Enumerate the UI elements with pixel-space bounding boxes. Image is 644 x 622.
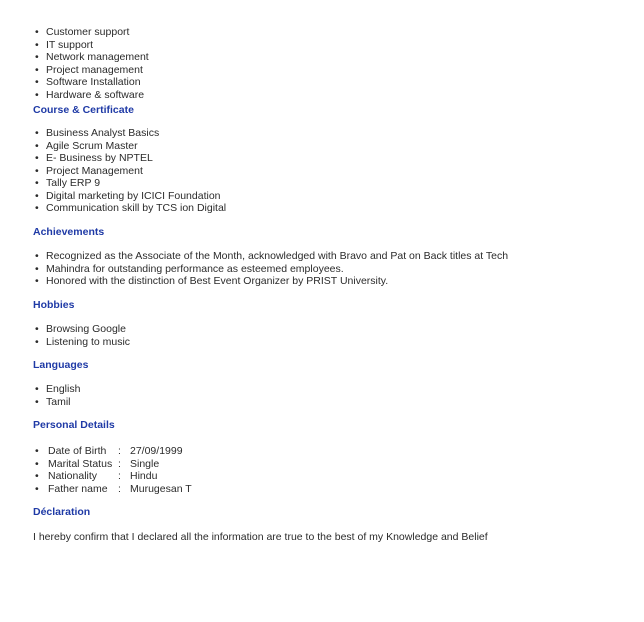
list-item: • Digital marketing by ICICI Foundation <box>35 189 221 202</box>
colon-separator: : <box>118 482 121 495</box>
bullet-icon: • <box>35 482 39 495</box>
personal-heading: Personal Details <box>33 419 115 431</box>
bullet-icon: • <box>35 202 39 214</box>
bullet-icon: • <box>35 139 39 152</box>
bullet-icon: • <box>35 51 39 63</box>
colon-separator: : <box>118 470 121 482</box>
bullet-icon: • <box>35 76 39 88</box>
nationality-label: Nationality <box>48 470 98 482</box>
list-item: • Network management <box>35 51 149 63</box>
personal-section <box>33 419 623 432</box>
list-item: • Recognized as the Associate of the Month, acknowledged with Bravo and Pat on Back titles at Tech <box>35 250 509 262</box>
hobbies-list <box>33 323 623 348</box>
list-item: • Business Analyst Basics <box>35 127 160 139</box>
personal-row-father <box>33 483 623 496</box>
skills-section <box>33 26 623 101</box>
list-item: • Honored with the distinction of Best Event Organizer by PRIST University. <box>35 275 389 287</box>
list-item: • English <box>35 383 81 395</box>
bullet-icon: • <box>35 88 39 101</box>
list-item: • E- Business by NPTEL <box>35 152 153 164</box>
bullet-icon: • <box>35 127 39 139</box>
list-item: • Project Management <box>35 164 143 177</box>
bullet-icon: • <box>35 470 39 482</box>
declaration-text: I hereby confirm that I declared all the information are true to the best of my Knowledge and Belief <box>33 531 488 543</box>
declaration-section <box>33 506 623 519</box>
courses-section <box>33 104 623 117</box>
father-value: Murugesan T <box>130 482 192 495</box>
list-item: • Software Installation <box>35 76 141 88</box>
bullet-icon: • <box>35 38 39 51</box>
list-item: • Customer support <box>35 26 130 38</box>
languages-list-wrap <box>33 383 623 408</box>
bullet-icon: • <box>35 262 39 275</box>
courses-list-wrap <box>33 127 623 215</box>
father-label: Father name <box>48 482 108 495</box>
list-item: • Listening to music <box>35 335 131 348</box>
declaration-body <box>33 531 623 544</box>
achievements-list-wrap <box>33 250 623 288</box>
personal-row-dob <box>33 445 623 458</box>
bullet-icon: • <box>35 457 39 470</box>
bullet-icon: • <box>35 323 39 335</box>
hobbies-section <box>33 299 623 312</box>
colon-separator: : <box>118 445 121 457</box>
list-item: • Communication skill by TCS ion Digital <box>35 202 227 214</box>
bullet-icon: • <box>35 177 39 189</box>
list-item: • Agile Scrum Master <box>35 139 138 152</box>
languages-list <box>33 383 623 408</box>
dob-label: Date of Birth <box>48 445 107 457</box>
list-item: • Browsing Google <box>35 323 126 335</box>
bullet-icon: • <box>35 445 39 457</box>
list-item: • Project management <box>35 63 143 76</box>
list-item: • Tamil <box>35 395 71 408</box>
bullet-icon: • <box>35 395 39 408</box>
skills-list <box>33 26 623 101</box>
personal-row-nationality <box>33 470 623 483</box>
bullet-icon: • <box>35 383 39 395</box>
bullet-icon: • <box>35 152 39 164</box>
languages-heading: Languages <box>33 359 89 371</box>
marital-label: Marital Status <box>48 457 113 470</box>
bullet-icon: • <box>35 63 39 76</box>
achievements-list <box>33 250 623 288</box>
list-item: • Hardware & software <box>35 88 145 101</box>
hobbies-list-wrap <box>33 323 623 348</box>
declaration-heading: Déclaration <box>33 506 91 518</box>
list-item: • Tally ERP 9 <box>35 177 101 189</box>
languages-section <box>33 359 623 372</box>
personal-details-table <box>33 445 623 495</box>
list-item: • IT support <box>35 38 94 51</box>
nationality-value: Hindu <box>130 470 158 482</box>
personal-row-marital <box>33 458 623 471</box>
bullet-icon: • <box>35 250 39 262</box>
achievements-heading: Achievements <box>33 226 105 238</box>
dob-value: 27/09/1999 <box>130 445 183 457</box>
bullet-icon: • <box>35 164 39 177</box>
list-item: • Mahindra for outstanding performance as esteemed employees. <box>35 262 344 275</box>
courses-heading: Course & Certificate <box>33 104 134 116</box>
courses-list <box>33 127 623 215</box>
bullet-icon: • <box>35 189 39 202</box>
colon-separator: : <box>118 457 121 470</box>
achievements-section <box>33 226 623 239</box>
bullet-icon: • <box>35 335 39 348</box>
marital-value: Single <box>130 457 160 470</box>
bullet-icon: • <box>35 275 39 287</box>
hobbies-heading: Hobbies <box>33 299 75 311</box>
bullet-icon: • <box>35 26 39 38</box>
